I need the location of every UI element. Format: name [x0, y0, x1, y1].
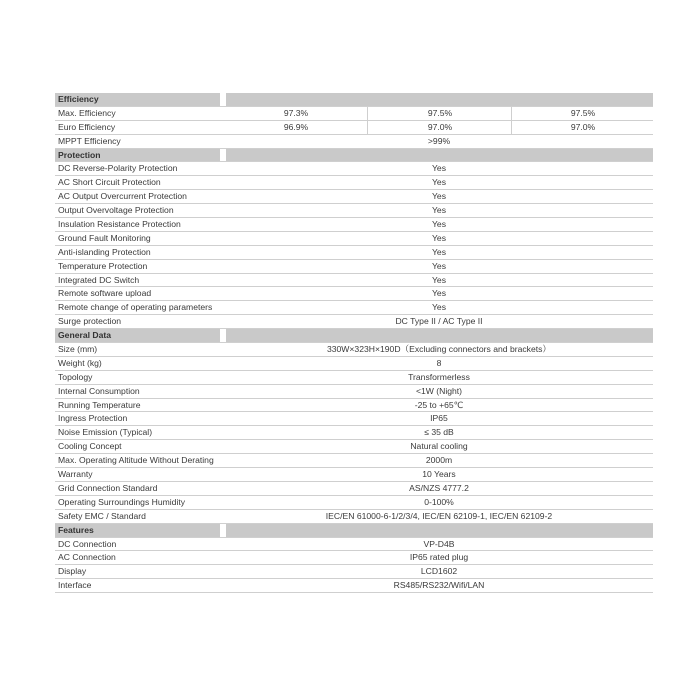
row-value: 97.0% [511, 121, 654, 134]
row-value: 8 [436, 357, 442, 368]
row-value: ≤ 35 dB [424, 427, 454, 438]
table-row [55, 440, 653, 454]
section-header-fill [226, 93, 653, 106]
row-value: 330W×323H×190D（Excluding connectors and brackets） [326, 344, 552, 355]
row-label: Display [58, 566, 87, 577]
row-value: 97.0% [367, 121, 512, 134]
row-value: Yes [431, 219, 447, 230]
table-row [55, 190, 653, 204]
row-value: 0-100% [424, 496, 454, 507]
section-header [55, 93, 653, 107]
table-row [55, 454, 653, 468]
row-label: Internal Consumption [58, 385, 140, 396]
row-label: DC Connection [58, 538, 117, 549]
table-row [55, 218, 653, 232]
table-row [55, 538, 653, 552]
row-label: MPPT Efficiency [58, 135, 121, 146]
table-row [55, 232, 653, 246]
row-value: 10 Years [422, 469, 456, 480]
row-label: Ingress Protection [58, 413, 128, 424]
row-value: Yes [431, 163, 447, 174]
row-value: 97.3% [283, 107, 309, 118]
section-title: General Data [55, 329, 220, 342]
row-value: 97.5% [511, 107, 654, 120]
section-header [55, 149, 653, 163]
row-label: Cooling Concept [58, 441, 122, 452]
row-label: Output Overvoltage Protection [58, 205, 174, 216]
row-value: Yes [431, 246, 447, 257]
row-value: Yes [431, 288, 447, 299]
table-row [55, 385, 653, 399]
row-label: AC Output Overcurrent Protection [58, 191, 187, 202]
row-label: Size (mm) [58, 344, 98, 355]
row-label: AC Connection [58, 552, 116, 563]
table-row [55, 121, 653, 135]
section-title: Protection [55, 149, 220, 162]
row-value: 2000m [425, 455, 453, 466]
table-row [55, 162, 653, 176]
row-value: IEC/EN 61000-6-1/2/3/4, IEC/EN 62109-1, IEC/EN 62109-2 [325, 510, 553, 521]
section-title: Features [55, 524, 220, 537]
row-value: VP-D4B [423, 538, 455, 549]
row-label: Remote change of operating parameters [58, 302, 213, 313]
row-value: Yes [431, 260, 447, 271]
section-header-fill [226, 149, 653, 162]
table-row [55, 274, 653, 288]
row-value: <1W (Night) [415, 385, 463, 396]
row-value: -25 to +65℃ [414, 399, 464, 410]
row-label: Integrated DC Switch [58, 274, 140, 285]
table-row [55, 135, 653, 149]
table-row [55, 468, 653, 482]
row-label: Operating Surroundings Humidity [58, 496, 186, 507]
table-row [55, 301, 653, 315]
table-row [55, 315, 653, 329]
row-label: Grid Connection Standard [58, 482, 158, 493]
row-value: Yes [431, 205, 447, 216]
table-row [55, 412, 653, 426]
row-label: Warranty [58, 469, 93, 480]
row-label: AC Short Circuit Protection [58, 177, 161, 188]
row-value: Yes [431, 191, 447, 202]
row-value: RS485/RS232/Wifi/LAN [393, 580, 485, 591]
table-row [55, 260, 653, 274]
row-value: Yes [431, 177, 447, 188]
table-row [55, 399, 653, 413]
table-row [55, 551, 653, 565]
table-row [55, 482, 653, 496]
table-row [55, 565, 653, 579]
row-label: Safety EMC / Standard [58, 510, 146, 521]
row-label: Ground Fault Monitoring [58, 232, 151, 243]
row-label: Noise Emission (Typical) [58, 427, 153, 438]
section-header [55, 524, 653, 538]
row-label: Temperature Protection [58, 260, 148, 271]
spec-table [55, 93, 653, 593]
table-row [55, 246, 653, 260]
table-row [55, 426, 653, 440]
row-value: Yes [431, 274, 447, 285]
row-label: Insulation Resistance Protection [58, 219, 181, 230]
row-value: Yes [431, 232, 447, 243]
row-label: DC Reverse-Polarity Protection [58, 163, 178, 174]
row-label: Running Temperature [58, 399, 141, 410]
section-title: Efficiency [55, 93, 220, 106]
table-row [55, 107, 653, 121]
section-header [55, 329, 653, 343]
row-value: 97.5% [367, 107, 512, 120]
table-row [55, 579, 653, 593]
table-row [55, 343, 653, 357]
row-label: Remote software upload [58, 288, 152, 299]
row-label: Max. Efficiency [58, 107, 116, 118]
row-label: Surge protection [58, 316, 122, 327]
row-value: DC Type II / AC Type II [395, 316, 483, 327]
row-value: 96.9% [283, 121, 309, 132]
table-row [55, 176, 653, 190]
row-value: Transformerless [408, 371, 470, 382]
row-value: Yes [431, 302, 447, 313]
row-label: Interface [58, 580, 92, 591]
table-row [55, 371, 653, 385]
row-value: IP65 rated plug [409, 552, 469, 563]
row-label: Topology [58, 371, 93, 382]
row-label: Max. Operating Altitude Without Derating [58, 455, 214, 466]
section-header-fill [226, 329, 653, 342]
table-row [55, 510, 653, 524]
table-row [55, 287, 653, 301]
table-row [55, 496, 653, 510]
row-value: LCD1602 [420, 566, 458, 577]
row-value: AS/NZS 4777.2 [409, 482, 469, 493]
row-label: Euro Efficiency [58, 121, 116, 132]
row-value: IP65 [430, 413, 448, 424]
row-label: Anti-islanding Protection [58, 246, 151, 257]
section-header-fill [226, 524, 653, 537]
table-row [55, 357, 653, 371]
table-row [55, 204, 653, 218]
row-value: Natural cooling [410, 441, 468, 452]
row-label: Weight (kg) [58, 357, 102, 368]
row-value: >99% [427, 135, 451, 146]
